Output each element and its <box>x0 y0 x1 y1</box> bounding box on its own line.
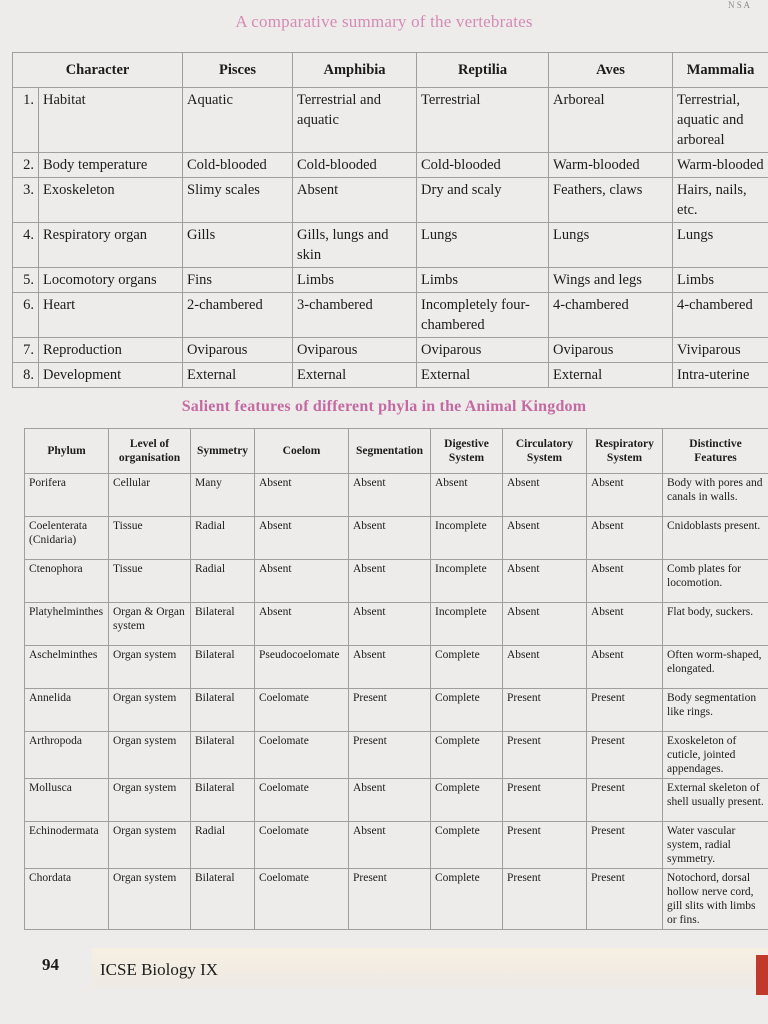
phyla-cell: Present <box>503 822 587 869</box>
vertebrates-cell: Respiratory organ <box>39 223 183 268</box>
phyla-cell: Absent <box>503 603 587 646</box>
row-number: 3. <box>13 178 39 223</box>
phyla-cell: Present <box>503 869 587 930</box>
phyla-cell: Absent <box>349 517 431 560</box>
phyla-cell: Tissue <box>109 560 191 603</box>
phyla-cell: Tissue <box>109 517 191 560</box>
phyla-cell: Incomplete <box>431 517 503 560</box>
phyla-cell: Absent <box>431 474 503 517</box>
row-number: 8. <box>13 363 39 388</box>
phyla-cell: Present <box>587 732 663 779</box>
phyla-cell: Complete <box>431 732 503 779</box>
phyla-row <box>25 732 768 779</box>
phyla-cell: Present <box>587 822 663 869</box>
vertebrates-cell: Locomotory organs <box>39 268 183 293</box>
phyla-cell: Radial <box>191 560 255 603</box>
phyla-header-row <box>25 429 768 474</box>
vertebrates-cell: Gills <box>183 223 293 268</box>
phyla-cell: Absent <box>255 560 349 603</box>
phyla-cell: Radial <box>191 822 255 869</box>
vertebrates-cell: Intra-uterine <box>673 363 768 388</box>
vertebrates-cell: 2-chambered <box>183 293 293 338</box>
vertebrates-cell: External <box>417 363 549 388</box>
book-title: ICSE Biology IX <box>100 960 219 979</box>
phyla-cell: External skeleton of shell usually present. <box>663 779 768 822</box>
phyla-row <box>25 646 768 689</box>
vertebrates-cell: Arboreal <box>549 88 673 153</box>
phyla-row <box>25 474 768 517</box>
phyla-cell: Bilateral <box>191 869 255 930</box>
phylum-name: Chordata <box>25 869 109 930</box>
phyla-cell: Present <box>503 689 587 732</box>
phyla-cell: Absent <box>255 603 349 646</box>
phyla-cell: Complete <box>431 646 503 689</box>
phyla-row <box>25 517 768 560</box>
vertebrates-cell: Terrestrial, aquatic and arboreal <box>673 88 768 153</box>
header-segmentation: Segmentation <box>349 429 431 474</box>
vertebrates-cell: Warm-blooded <box>673 153 768 178</box>
vertebrates-cell: Cold-blooded <box>183 153 293 178</box>
vertebrates-row <box>13 223 768 268</box>
header-coelom: Coelom <box>255 429 349 474</box>
vertebrates-table <box>12 52 768 388</box>
phyla-cell: Bilateral <box>191 732 255 779</box>
phylum-name: Mollusca <box>25 779 109 822</box>
phylum-name: Ctenophora <box>25 560 109 603</box>
phyla-cell: Complete <box>431 822 503 869</box>
phyla-cell: Complete <box>431 689 503 732</box>
vertebrates-cell: Heart <box>39 293 183 338</box>
vertebrates-row <box>13 293 768 338</box>
row-number: 5. <box>13 268 39 293</box>
phyla-cell: Absent <box>503 560 587 603</box>
phyla-table <box>24 428 768 930</box>
phyla-cell: Water vascular system, radial symmetry. <box>663 822 768 869</box>
phyla-row <box>25 603 768 646</box>
vertebrates-cell: Cold-blooded <box>293 153 417 178</box>
phyla-cell: Organ system <box>109 779 191 822</box>
phyla-cell: Organ system <box>109 732 191 779</box>
phyla-cell: Absent <box>503 646 587 689</box>
vertebrates-cell: Oviparous <box>293 338 417 363</box>
phyla-cell: Absent <box>587 646 663 689</box>
vertebrates-cell: Habitat <box>39 88 183 153</box>
phyla-cell: Absent <box>349 646 431 689</box>
page-number: 94 <box>42 955 59 974</box>
phyla-cell: Radial <box>191 517 255 560</box>
phylum-name: Echinodermata <box>25 822 109 869</box>
phyla-cell: Pseudocoelomate <box>255 646 349 689</box>
vertebrates-cell: Oviparous <box>183 338 293 363</box>
phyla-cell: Absent <box>587 517 663 560</box>
vertebrates-cell: Wings and legs <box>549 268 673 293</box>
vertebrates-cell: 4-chambered <box>673 293 768 338</box>
phyla-cell: Often worm-shaped, elongated. <box>663 646 768 689</box>
phyla-cell: Absent <box>255 517 349 560</box>
vertebrates-cell: 4-chambered <box>549 293 673 338</box>
vertebrates-cell: Oviparous <box>417 338 549 363</box>
header-distinctive-features: Distinctive Features <box>663 429 768 474</box>
phyla-cell: Organ system <box>109 822 191 869</box>
phyla-cell: Coelomate <box>255 779 349 822</box>
vertebrates-header-row <box>13 53 768 88</box>
phyla-cell: Absent <box>503 517 587 560</box>
header-respiratory-system: Respiratory System <box>587 429 663 474</box>
phyla-cell: Body segmentation like rings. <box>663 689 768 732</box>
vertebrates-cell: Cold-blooded <box>417 153 549 178</box>
vertebrates-row <box>13 88 768 153</box>
vertebrates-cell: External <box>183 363 293 388</box>
row-number: 1. <box>13 88 39 153</box>
header-digestive-system: Digestive System <box>431 429 503 474</box>
vertebrates-row <box>13 363 768 388</box>
row-number: 7. <box>13 338 39 363</box>
phyla-cell: Absent <box>255 474 349 517</box>
phyla-features-title: Salient features of different phyla in the Animal Kingdom <box>181 398 587 415</box>
vertebrates-cell: Lungs <box>673 223 768 268</box>
phyla-cell: Organ & Organ system <box>109 603 191 646</box>
phyla-cell: Complete <box>431 779 503 822</box>
vertebrates-cell: 3-chambered <box>293 293 417 338</box>
phylum-name: Coelenterata (Cnidaria) <box>25 517 109 560</box>
phyla-cell: Complete <box>431 869 503 930</box>
phyla-cell: Absent <box>587 474 663 517</box>
phyla-cell: Absent <box>587 560 663 603</box>
phyla-cell: Present <box>349 732 431 779</box>
phyla-cell: Organ system <box>109 646 191 689</box>
phyla-cell: Present <box>503 779 587 822</box>
phyla-cell: Notochord, dorsal hollow nerve cord, gill slits with limbs or fins. <box>663 869 768 930</box>
header-reptilia: Reptilia <box>417 53 549 88</box>
vertebrates-cell: Dry and scaly <box>417 178 549 223</box>
phyla-cell: Exoskeleton of cuticle, jointed appendages. <box>663 732 768 779</box>
vertebrates-cell: Limbs <box>673 268 768 293</box>
vertebrates-cell: Fins <box>183 268 293 293</box>
vertebrates-cell: External <box>293 363 417 388</box>
phylum-name: Arthropoda <box>25 732 109 779</box>
vertebrates-cell: Viviparous <box>673 338 768 363</box>
phyla-cell: Present <box>503 732 587 779</box>
phyla-cell: Organ system <box>109 869 191 930</box>
phyla-cell: Comb plates for locomotion. <box>663 560 768 603</box>
phylum-name: Porifera <box>25 474 109 517</box>
vertebrates-cell: Oviparous <box>549 338 673 363</box>
row-number: 2. <box>13 153 39 178</box>
vertebrates-cell: Terrestrial and aquatic <box>293 88 417 153</box>
header-circulatory-system: Circulatory System <box>503 429 587 474</box>
header-character: Character <box>13 53 183 88</box>
row-number: 6. <box>13 293 39 338</box>
phyla-cell: Present <box>587 779 663 822</box>
phyla-cell: Incomplete <box>431 603 503 646</box>
phyla-cell: Flat body, suckers. <box>663 603 768 646</box>
phyla-cell: Absent <box>349 603 431 646</box>
vertebrates-cell: Limbs <box>293 268 417 293</box>
phylum-name: Aschelminthes <box>25 646 109 689</box>
vertebrates-cell: Hairs, nails, etc. <box>673 178 768 223</box>
phyla-cell: Absent <box>503 474 587 517</box>
phyla-cell: Body with pores and canals in walls. <box>663 474 768 517</box>
phyla-cell: Bilateral <box>191 779 255 822</box>
vertebrates-row <box>13 153 768 178</box>
phyla-cell: Cnidoblasts present. <box>663 517 768 560</box>
phyla-cell: Bilateral <box>191 646 255 689</box>
header-mammalia: Mammalia <box>673 53 768 88</box>
header-phylum: Phylum <box>25 429 109 474</box>
vertebrates-cell: Incompletely four-chambered <box>417 293 549 338</box>
phyla-cell: Incomplete <box>431 560 503 603</box>
vertebrates-cell: Slimy scales <box>183 178 293 223</box>
phyla-cell: Present <box>587 869 663 930</box>
phyla-cell: Coelomate <box>255 689 349 732</box>
vertebrates-cell: Exoskeleton <box>39 178 183 223</box>
phyla-cell: Coelomate <box>255 869 349 930</box>
vertebrates-cell: Lungs <box>417 223 549 268</box>
phyla-cell: Present <box>587 689 663 732</box>
phyla-cell: Many <box>191 474 255 517</box>
phyla-cell: Absent <box>587 603 663 646</box>
header-symmetry: Symmetry <box>191 429 255 474</box>
phyla-cell: Coelomate <box>255 732 349 779</box>
phyla-cell: Absent <box>349 560 431 603</box>
vertebrates-cell: Body temperature <box>39 153 183 178</box>
phyla-table-body <box>25 474 768 930</box>
phylum-name: Annelida <box>25 689 109 732</box>
vertebrates-cell: Aquatic <box>183 88 293 153</box>
phyla-row <box>25 560 768 603</box>
header-pisces: Pisces <box>183 53 293 88</box>
phyla-cell: Absent <box>349 474 431 517</box>
header-level-of-organisation: Level of organisation <box>109 429 191 474</box>
phyla-row <box>25 822 768 869</box>
vertebrates-summary-title: A comparative summary of the vertebrates <box>235 12 533 31</box>
vertebrates-row <box>13 268 768 293</box>
vertebrates-cell: Development <box>39 363 183 388</box>
phyla-cell: Absent <box>349 779 431 822</box>
row-number: 4. <box>13 223 39 268</box>
phyla-row <box>25 689 768 732</box>
phyla-row <box>25 779 768 822</box>
vertebrates-cell: Limbs <box>417 268 549 293</box>
phyla-cell: Organ system <box>109 689 191 732</box>
vertebrates-row <box>13 178 768 223</box>
page-edge-marker <box>756 955 768 995</box>
vertebrates-cell: Feathers, claws <box>549 178 673 223</box>
header-amphibia: Amphibia <box>293 53 417 88</box>
phyla-cell: Coelomate <box>255 822 349 869</box>
corner-mark: N S A <box>727 0 750 10</box>
header-aves: Aves <box>549 53 673 88</box>
phyla-cell: Bilateral <box>191 603 255 646</box>
phyla-cell: Bilateral <box>191 689 255 732</box>
vertebrates-table-body <box>13 88 768 388</box>
phyla-cell: Absent <box>349 822 431 869</box>
phyla-row <box>25 869 768 930</box>
vertebrates-row <box>13 338 768 363</box>
vertebrates-cell: Lungs <box>549 223 673 268</box>
vertebrates-cell: Gills, lungs and skin <box>293 223 417 268</box>
phyla-cell: Present <box>349 689 431 732</box>
vertebrates-cell: External <box>549 363 673 388</box>
vertebrates-cell: Terrestrial <box>417 88 549 153</box>
phyla-cell: Cellular <box>109 474 191 517</box>
phylum-name: Platyhelminthes <box>25 603 109 646</box>
vertebrates-cell: Absent <box>293 178 417 223</box>
vertebrates-cell: Reproduction <box>39 338 183 363</box>
vertebrates-cell: Warm-blooded <box>549 153 673 178</box>
phyla-cell: Present <box>349 869 431 930</box>
